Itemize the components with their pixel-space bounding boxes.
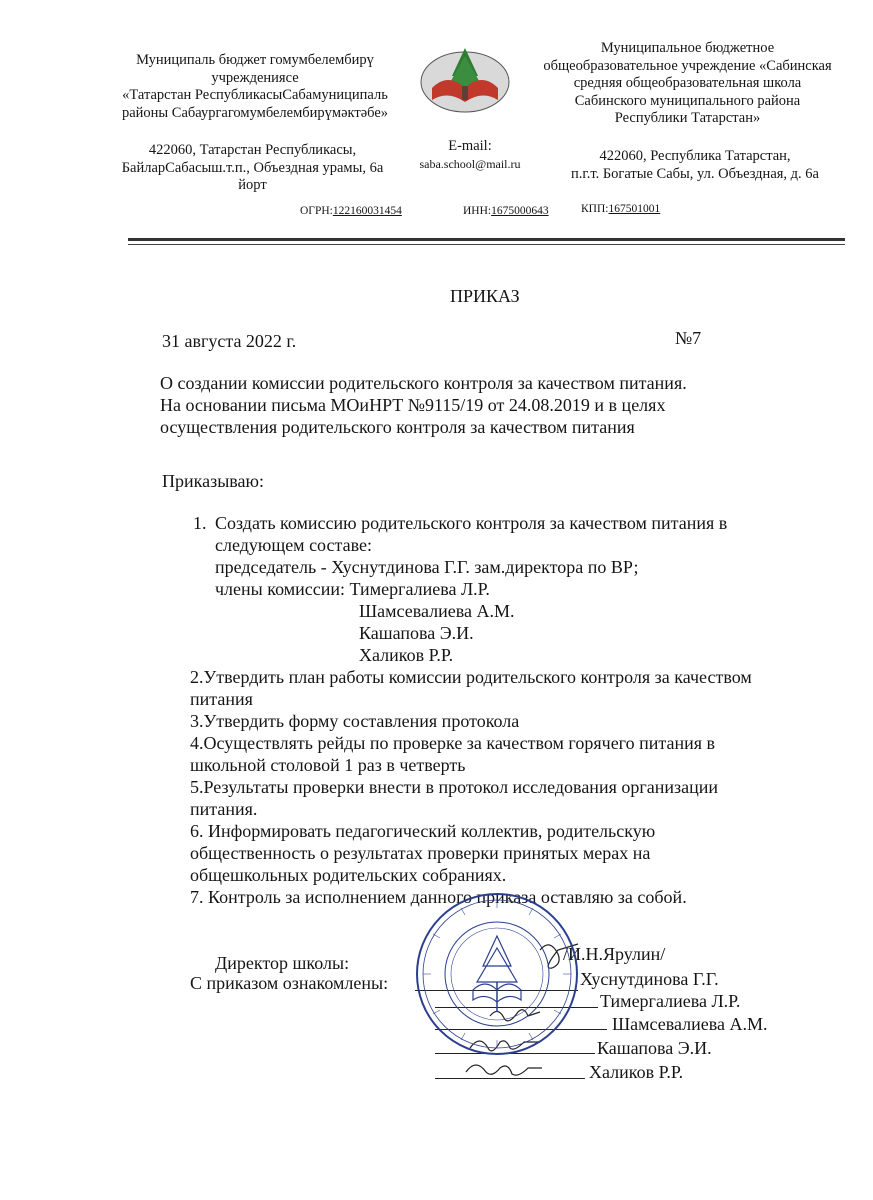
header-rule-thick (128, 238, 845, 241)
order-item-line: 2.Утвердить план работы комиссии родительского контроля за качеством (190, 667, 752, 687)
director-name: /И.Н.Ярулин/ (563, 944, 666, 964)
inn-value: 1675000643 (491, 205, 549, 217)
left-org-block (110, 52, 400, 122)
right-org-line: средняя общеобразовательная школа (573, 75, 802, 91)
signature-scrawl (466, 1065, 542, 1075)
item-1-number: 1. (193, 513, 207, 533)
kpp-value: 167501001 (608, 203, 661, 215)
signatory-name: Халиков Р.Р. (589, 1062, 684, 1082)
signatory-name: Тимергалиева Л.Р. (600, 991, 741, 1011)
right-org-line: Республики Татарстан» (614, 110, 761, 126)
member-name: Кашапова Э.И. (359, 623, 474, 643)
order-item-line: 3.Утвердить форму составления протокола (190, 711, 520, 731)
document-basis (160, 394, 665, 438)
email-block (405, 138, 535, 173)
left-org-line: Муниципаль бюджет гомумбелембирү (136, 52, 374, 68)
basis-line: осуществления родительского контроля за качеством питания (160, 417, 635, 437)
right-address-line: 422060, Республика Татарстан, (599, 148, 791, 164)
document-title: ПРИКАЗ (450, 286, 520, 306)
school-logo (418, 42, 513, 114)
signatory-name: Кашапова Э.И. (597, 1038, 712, 1058)
commission-members (359, 600, 515, 666)
inn-label: ИНН: (463, 205, 492, 217)
registration-ogrn (300, 205, 402, 217)
right-org-line: Сабинского муниципального района (574, 92, 801, 109)
right-org-line: общеобразовательное учреждение «Сабинская (543, 57, 832, 74)
ogrn-label: ОГРН: (300, 205, 333, 217)
left-org-line: «Татарстан РеспубликасыСабамуниципаль (122, 87, 388, 103)
left-org-line: районы Сабаургагомумбелембирүмәктәбе» (121, 104, 389, 121)
director-label: Директор школы: (215, 953, 350, 973)
item-1-line: Создать комиссию родительского контроля за качеством питания в (215, 513, 728, 533)
document-number: №7 (675, 328, 702, 348)
order-item-line: общешкольных родительских собраниях. (190, 865, 507, 885)
order-item-line: питания. (190, 799, 258, 819)
email-address: saba.school@mail.ru (419, 156, 521, 171)
order-item-line: школьной столовой 1 раз в четверть (190, 755, 466, 775)
member-name: Халиков Р.Р. (359, 645, 454, 665)
right-address-block (535, 148, 855, 183)
left-address-block (100, 142, 405, 195)
right-address-line: п.г.т. Богатые Сабы, ул. Объездная, д. 6а (571, 165, 819, 182)
registration-inn (463, 205, 549, 217)
ogrn-value: 122160031454 (332, 205, 402, 217)
document-subject: О создании комиссии родительского контроля за качеством питания. (160, 373, 687, 393)
registration-kpp (581, 203, 660, 215)
official-stamp (413, 890, 581, 1058)
signatory-name: Хуснутдинова Г.Г. (580, 969, 719, 989)
basis-line: На основании письма МОиНРТ №9115/19 от 24.08.2019 и в целях (160, 395, 666, 415)
kpp-label: КПП: (581, 203, 609, 215)
right-org-line: Муниципальное бюджетное (600, 40, 775, 56)
item-1 (215, 512, 727, 600)
order-item-line: 7. Контроль за исполнением данного приказа оставляю за собой. (190, 887, 687, 907)
order-items (190, 666, 752, 908)
order-word: Приказываю: (162, 471, 264, 491)
left-org-line: учреждениясе (211, 69, 299, 86)
item-1-line: председатель - Хуснутдинова Г.Г. зам.директора по ВР; (215, 557, 639, 577)
acquainted-label: С приказом ознакомлены: (190, 973, 389, 993)
order-item-line: 6. Информировать педагогический коллектив, родительскую (190, 821, 656, 841)
document-date: 31 августа 2022 г. (162, 331, 297, 351)
email-label: E-mail: (448, 138, 492, 154)
left-address-line: йорт (238, 177, 267, 193)
right-org-block (525, 40, 850, 128)
signatory-name: Шамсевалиева А.М. (612, 1014, 768, 1034)
member-name: Шамсевалиева А.М. (359, 601, 515, 621)
header-rule-thin (128, 244, 845, 245)
order-item-line: питания (190, 689, 253, 709)
order-item-line: 5.Результаты проверки внести в протокол исследования организации (190, 777, 718, 797)
order-item-line: общественность о результатах проверки принятых мерах на (190, 843, 651, 863)
item-1-line: члены комиссии: Тимергалиева Л.Р. (215, 579, 490, 599)
left-address-line: БайларСабасыш.т.п., Объездная урамы, 6а (121, 159, 384, 176)
order-item-line: 4.Осуществлять рейды по проверке за качеством горячего питания в (190, 733, 715, 753)
item-1-line: следующем составе: (215, 535, 372, 555)
left-address-line: 422060, Татарстан Республикасы, (148, 142, 357, 158)
